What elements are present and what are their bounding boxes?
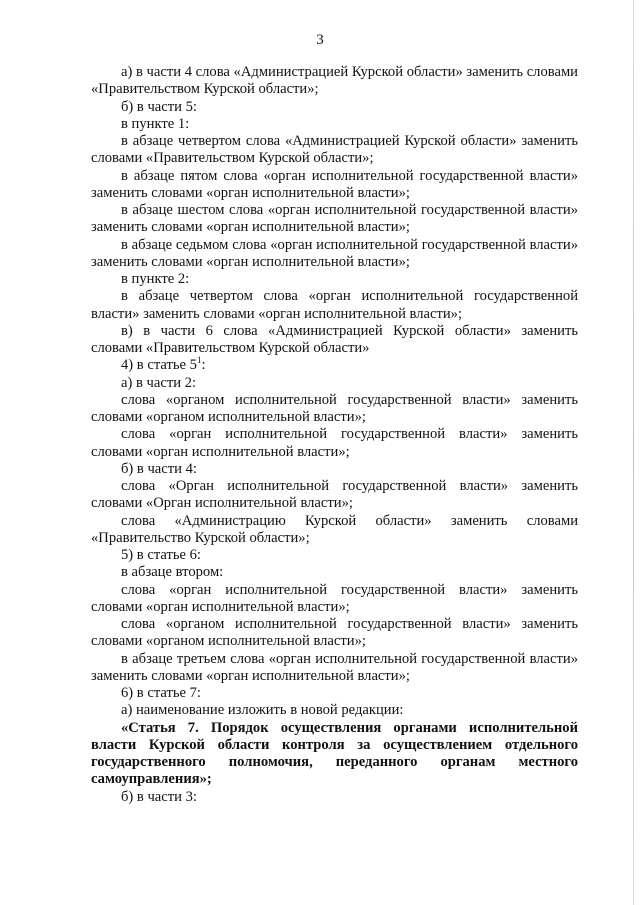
article-item-prefix: 4) в статье 5	[121, 357, 197, 374]
paragraph: слова «Орган исполнительной государственной власти» заменить словами «Орган исполнительной власти»;	[91, 478, 578, 512]
paragraph: слова «органом исполнительной государственной власти» заменить словами «органом исполнительной власти»;	[91, 616, 578, 650]
paragraph: в абзаце третьем слова «орган исполнительной государственной власти» заменить словами «орган исполнительной власти»;	[91, 650, 578, 684]
paragraph: слова «орган исполнительной государственной власти» заменить словами «орган исполнительной власти»;	[91, 581, 578, 615]
paragraph: в пункте 2:	[121, 271, 190, 287]
document-body	[91, 64, 578, 806]
article-item	[91, 357, 578, 374]
article-item-suffix: :	[201, 357, 206, 374]
paragraph: слова «Администрацию Курской области» заменить словами «Правительство Курской области»;	[91, 512, 578, 546]
paragraph: в абзаце седьмом слова «орган исполнительной государственной власти» заменить словами «орган исполнительной власти»;	[91, 236, 578, 270]
page-number: 3	[316, 32, 324, 48]
paragraph: б) в части 5:	[121, 98, 197, 115]
paragraph: в абзаце четвертом слова «Администрацией Курской области» заменить словами «Правительством Курской области»;	[91, 133, 578, 167]
paragraph: 6) в статье 7:	[121, 685, 201, 701]
paragraph: а) в части 2:	[121, 374, 197, 391]
paragraph: в абзаце четвертом слова «орган исполнительной государственной власти» заменить словами «орган исполнительной власти»;	[91, 288, 578, 322]
paragraph: а) в части 4 слова «Администрацией Курской области» заменить словами «Правительством Курской области»;	[91, 64, 578, 98]
paragraph: в абзаце шестом слова «орган исполнительной государственной власти» заменить словами «орган исполнительной власти»;	[91, 202, 578, 236]
paragraph: в абзаце втором:	[121, 564, 224, 581]
paragraph: 5) в статье 6:	[121, 547, 201, 563]
paragraph: в абзаце пятом слова «орган исполнительной государственной власти» заменить словами «орган исполнительной власти»;	[91, 167, 578, 201]
article-title: «Статья 7. Порядок осуществления органами исполнительной власти Курской области контроля за осуществлением отдельного государственного полномочия, переданного органам местного самоуправления»;	[91, 719, 578, 788]
paragraph: в пункте 1:	[121, 115, 190, 132]
paragraph: б) в части 3:	[121, 788, 197, 805]
scan-edge	[633, 0, 634, 905]
paragraph: слова «органом исполнительной государственной власти» заменить словами «органом исполнительной власти»;	[91, 391, 578, 425]
paragraph: а) наименование изложить в новой редакции:	[121, 702, 404, 719]
paragraph: в) в части 6 слова «Администрацией Курской области» заменить словами «Правительством Курской области»	[91, 322, 578, 356]
paragraph: б) в части 4:	[121, 460, 197, 477]
article-item-superscript: 1	[196, 355, 202, 366]
paragraph: слова «орган исполнительной государственной власти» заменить словами «орган исполнительной власти»;	[91, 426, 578, 460]
